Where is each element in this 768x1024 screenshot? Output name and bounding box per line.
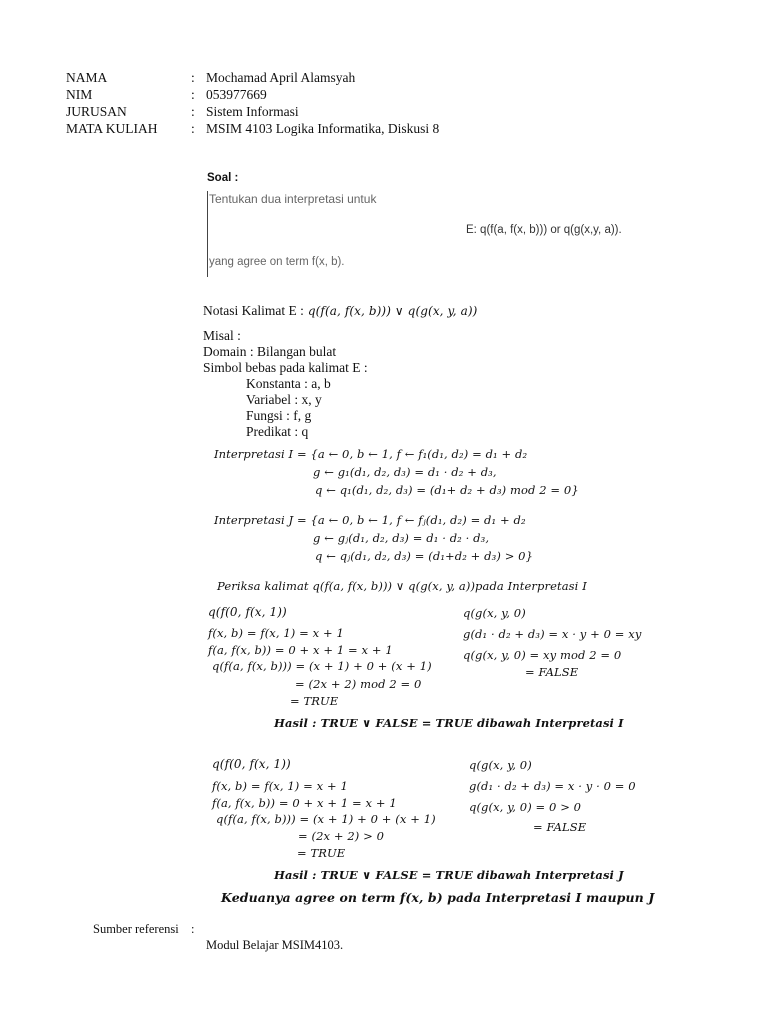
simbol-text: Simbol bebas pada kalimat E : [203, 360, 368, 375]
value-mata-kuliah: MSIM 4103 Logika Informatika, Diskusi 8 [206, 121, 440, 136]
calc-i-left-3: f(a, f(x, b)) = 0 + x + 1 = x + 1 [208, 643, 393, 657]
hasil-i: Hasil : TRUE ∨ FALSE = TRUE dibawah Interpretasi I [274, 716, 624, 730]
calc-i-left-1: q(f(0, f(x, 1)) [208, 605, 287, 619]
calc-i-right-1: q(g(x, y, 0) [463, 606, 526, 620]
colon: : [191, 70, 195, 85]
calc-i-right-2: g(d₁ · d₂ + d₃) = x · y + 0 = xy [463, 627, 642, 641]
calc-j-right-1: q(g(x, y, 0) [469, 758, 532, 772]
domain-text: Domain : Bilangan bulat [203, 344, 337, 359]
colon: : [191, 104, 195, 119]
kesimpulan: Keduanya agree on term f(x, b) pada Interpretasi I maupun J [221, 890, 655, 905]
calc-i-right-4: = FALSE [525, 665, 579, 679]
calc-j-right-4: = FALSE [533, 820, 587, 834]
fungsi-text: Fungsi : f, g [246, 408, 312, 423]
interp-j-line-3: q ← qⱼ(d₁, d₂, d₃) = (d₁+d₂ + d₃) > 0} [315, 549, 534, 563]
label-nim: NIM [66, 87, 93, 102]
value-jurusan: Sistem Informasi [206, 104, 299, 119]
label-nama: NAMA [66, 70, 108, 85]
predikat-text: Predikat : q [246, 424, 309, 439]
calc-i-left-6: = TRUE [290, 694, 339, 708]
soal-line-3: yang agree on term f(x, b). [209, 256, 345, 268]
colon: : [191, 121, 195, 136]
calc-j-left-1: q(f(0, f(x, 1)) [212, 757, 291, 771]
calc-j-left-6: = TRUE [297, 846, 346, 860]
interp-j-line-1: Interpretasi J = {a ← 0, b ← 1, f ← fⱼ(d₁, d₂) = d₁ + d₂ [214, 513, 526, 527]
soal-expression: E: q(f(a, f(x, b))) or q(g(x,y, a)). [466, 224, 622, 236]
calc-i-left-2: f(x, b) = f(x, 1) = x + 1 [208, 626, 344, 640]
calc-j-left-3: f(a, f(x, b)) = 0 + x + 1 = x + 1 [212, 796, 397, 810]
value-nama: Mochamad April Alamsyah [206, 70, 356, 85]
colon: : [191, 87, 195, 102]
soal-title: Soal : [207, 172, 239, 184]
misal-title: Misal : [203, 328, 241, 343]
sumber-colon: : [191, 922, 195, 936]
periksa-text: Periksa kalimat q(f(a, f(x, b))) ∨ q(g(x, y, a))pada Interpretasi I [217, 579, 587, 593]
hasil-j: Hasil : TRUE ∨ FALSE = TRUE dibawah Interpretasi J [274, 868, 624, 882]
variabel-text: Variabel : x, y [246, 392, 322, 407]
calc-i-left-5: = (2x + 2) mod 2 = 0 [295, 677, 422, 691]
calc-j-right-2: g(d₁ · d₂ + d₃) = x · y · 0 = 0 [469, 779, 636, 793]
interp-i-line-3: q ← q₁(d₁, d₂, d₃) = (d₁+ d₂ + d₃) mod 2 = 0} [315, 483, 579, 497]
calc-j-right-3: q(g(x, y, 0) = 0 > 0 [469, 800, 582, 814]
quote-bar [207, 191, 208, 277]
calc-j-left-4: q(f(a, f(x, b))) = (x + 1) + 0 + (x + 1) [216, 812, 436, 826]
calc-j-left-2: f(x, b) = f(x, 1) = x + 1 [212, 779, 348, 793]
label-mata-kuliah: MATA KULIAH [66, 121, 158, 136]
label-jurusan: JURUSAN [66, 104, 127, 119]
sumber-label: Sumber referensi [93, 922, 179, 936]
calc-i-right-3: q(g(x, y, 0) = xy mod 2 = 0 [463, 648, 622, 662]
calc-j-left-5: = (2x + 2) > 0 [298, 829, 384, 843]
value-nim: 053977669 [206, 87, 267, 102]
soal-line-1: Tentukan dua interpretasi untuk [209, 192, 377, 206]
notasi-line [203, 302, 477, 320]
interp-i-line-1: Interpretasi I = {a ← 0, b ← 1, f ← f₁(d₁, d₂) = d₁ + d₂ [214, 447, 528, 461]
interp-i-line-2: g ← g₁(d₁, d₂, d₃) = d₁ · d₂ + d₃, [313, 465, 497, 479]
sumber-value: Modul Belajar MSIM4103. [206, 938, 344, 952]
interp-j-line-2: g ← gⱼ(d₁, d₂, d₃) = d₁ · d₂ · d₃, [313, 531, 490, 545]
konstanta-text: Konstanta : a, b [246, 376, 331, 391]
notasi-formula: q(f(a, f(x, b))) ∨ q(g(x, y, a)) [307, 304, 478, 318]
notasi-label: Notasi Kalimat E : [203, 303, 304, 318]
calc-i-left-4: q(f(a, f(x, b))) = (x + 1) + 0 + (x + 1) [212, 659, 432, 673]
